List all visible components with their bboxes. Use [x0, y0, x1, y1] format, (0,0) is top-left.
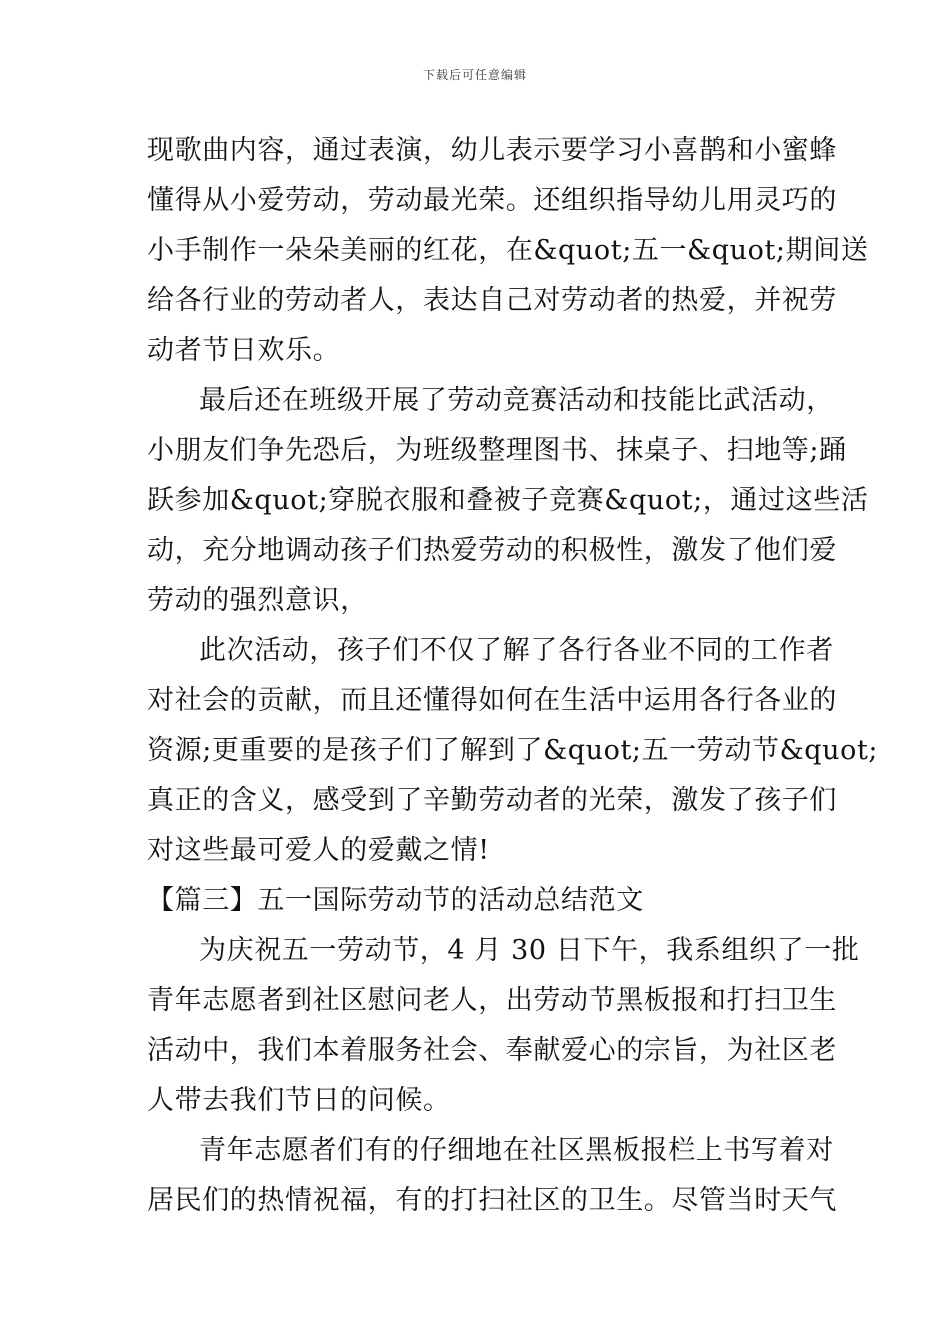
text-line: 懂得从小爱劳动，劳动最光荣。还组织指导幼儿用灵巧的: [147, 185, 837, 216]
text-line: 资源;更重要的是孩子们了解到了&quot;五一劳动节&quot;: [147, 735, 879, 766]
text-line: 对这些最可爱人的爱戴之情!: [147, 835, 490, 866]
text-line: 现歌曲内容，通过表演，幼儿表示要学习小喜鹊和小蜜蜂: [147, 135, 837, 166]
text-line: 小手制作一朵朵美丽的红花，在&quot;五一&quot;期间送: [147, 235, 869, 266]
text-line: 人带去我们节日的问候。: [147, 1085, 451, 1116]
text-line: 对社会的贡献，而且还懂得如何在生活中运用各行各业的: [147, 685, 837, 716]
text-line: 跃参加&quot;穿脱衣服和叠被子竞赛&quot;，通过这些活: [147, 485, 869, 516]
section-heading: 【篇三】五一国际劳动节的活动总结范文: [147, 885, 644, 916]
header-note: 下载后可任意编辑: [422, 68, 527, 82]
text-line: 动者节日欢乐。: [147, 335, 341, 366]
paragraph-start-line: 最后还在班级开展了劳动竞赛活动和技能比武活动，: [199, 385, 834, 416]
text-line: 居民们的热情祝福，有的打扫社区的卫生。尽管当时天气: [147, 1185, 837, 1216]
text-line: 给各行业的劳动者人，表达自己对劳动者的热爱，并祝劳: [147, 285, 837, 316]
paragraph-start-line: 此次活动，孩子们不仅了解了各行各业不同的工作者: [199, 635, 834, 666]
text-line: 青年志愿者到社区慰问老人，出劳动节黑板报和打扫卫生: [147, 985, 837, 1016]
paragraph-start-line: 青年志愿者们有的仔细地在社区黑板报栏上书写着对: [199, 1135, 834, 1166]
text-line: 真正的含义，感受到了辛勤劳动者的光荣，激发了孩子们: [147, 785, 837, 816]
text-line: 劳动的强烈意识，: [147, 585, 368, 616]
text-line: 小朋友们争先恐后，为班级整理图书、抹桌子、扫地等;踊: [147, 435, 847, 466]
paragraph-start-line: 为庆祝五一劳动节，4 月 30 日下午，我系组织了一批: [199, 935, 860, 966]
text-line: 动，充分地调动孩子们热爱劳动的积极性，激发了他们爱: [147, 535, 837, 566]
text-line: 活动中，我们本着服务社会、奉献爱心的宗旨，为社区老: [147, 1035, 837, 1066]
